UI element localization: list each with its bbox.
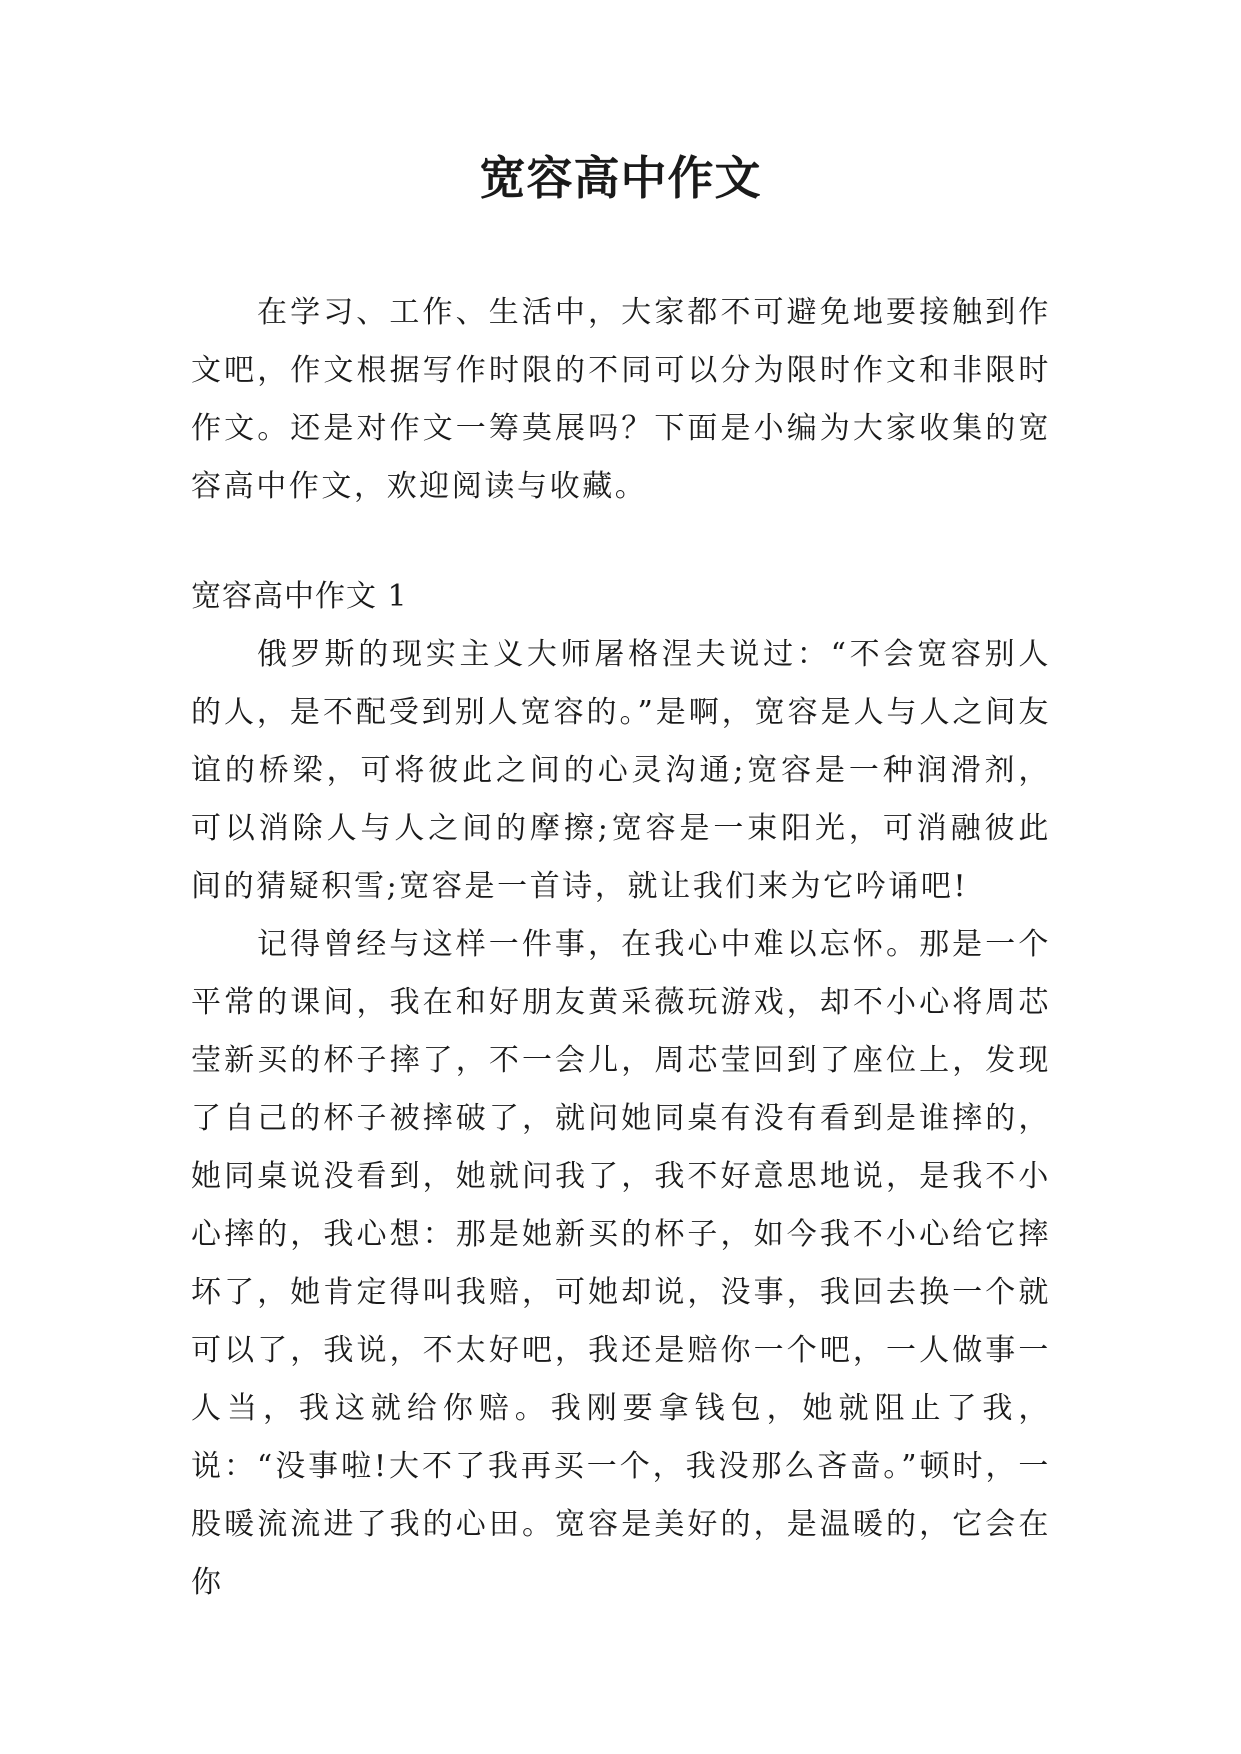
document-title: 宽容高中作文 bbox=[479, 151, 762, 205]
section-paragraph-2: 记得曾经与这样一件事，在我心中难以忘怀。那是一个平常的课间，我在和好朋友黄采薇玩游戏，却不小心将周芯莹新买的杯子摔了，不一会儿，周芯莹回到了座位上，发现了自己的杯子被摔破了，就问她同桌有没有看到是谁摔的，她同桌说没看到，她就问我了，我不好意思地说，是我不小心摔的，我心想：那是她新买的杯子，如今我不小心给它摔坏了，她肯定得叫我赔，可她却说，没事，我回去换一个就可以了，我说，不太好吧，我还是赔你一个吧，一人做事一人当，我这就给你赔。我刚要拿钱包，她就阻止了我，说：“没事啦!大不了我再买一个，我没那么吝啬。”顿时，一股暖流流进了我的心田。宽容是美好的，是温暖的，它会在你 bbox=[191, 927, 1051, 1600]
section-heading: 宽容高中作文 1 bbox=[191, 579, 408, 614]
section-paragraph-1: 俄罗斯的现实主义大师屠格涅夫说过：“不会宽容别人的人，是不配受到别人宽容的。”是啊，宽容是人与人之间友谊的桥梁，可将彼此之间的心灵沟通;宽容是一种润滑剂，可以消除人与人之间的摩擦;宽容是一束阳光，可消融彼此间的猜疑积雪;宽容是一首诗，就让我们来为它吟诵吧! bbox=[191, 637, 1051, 904]
essay-section-1 bbox=[191, 568, 1051, 1612]
document-body bbox=[191, 284, 1051, 1612]
intro-paragraph: 在学习、工作、生活中，大家都不可避免地要接触到作文吧，作文根据写作时限的不同可以分为限时作文和非限时作文。还是对作文一筹莫展吗？下面是小编为大家收集的宽容高中作文，欢迎阅读与收藏。 bbox=[191, 295, 1051, 504]
